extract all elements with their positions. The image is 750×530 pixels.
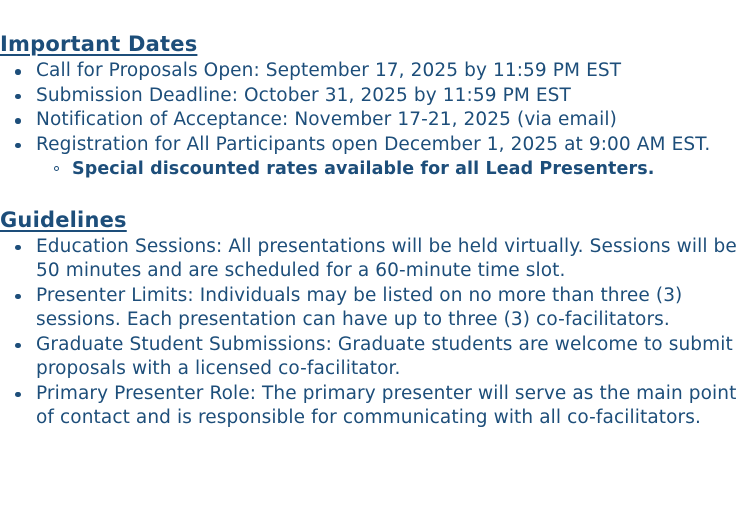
guidelines-list [0,235,750,431]
list-item-presenter-limits: Presenter Limits: Individuals may be listed on no more than three (3) sessions. Each presentation can have up to three (3) co-facilitators. [36,284,750,333]
list-item-notification: Notification of Acceptance: November 17-21, 2025 (via email) [36,108,750,133]
guidelines-heading: Guidelines [0,207,127,232]
list-item-education-sessions: Education Sessions: All presentations will be held virtually. Sessions will be 50 minutes and are scheduled for a 60-minute time slot. [36,235,750,284]
guidelines-section [0,206,750,431]
registration-text: Registration for All Participants open December 1, 2025 at 9:00 AM EST. [36,133,711,155]
list-item-submission-deadline: Submission Deadline: October 31, 2025 by 11:59 PM EST [36,84,750,109]
registration-sub-list [36,157,750,182]
list-item-primary-presenter: Primary Presenter Role: The primary presenter will serve as the main point of contact and is responsible for communicating with all co-facilitators. [36,382,750,431]
section-spacer [0,182,750,206]
list-item-registration [36,133,750,182]
list-item-call-for-proposals: Call for Proposals Open: September 17, 2025 by 11:59 PM EST [36,59,750,84]
list-item-graduate-submissions: Graduate Student Submissions: Graduate students are welcome to submit proposals with a licensed co-facilitator. [36,333,750,382]
important-dates-section [0,30,750,182]
discount-note: Special discounted rates available for all Lead Presenters. [72,157,750,182]
important-dates-list [0,59,750,182]
important-dates-heading: Important Dates [0,32,198,56]
